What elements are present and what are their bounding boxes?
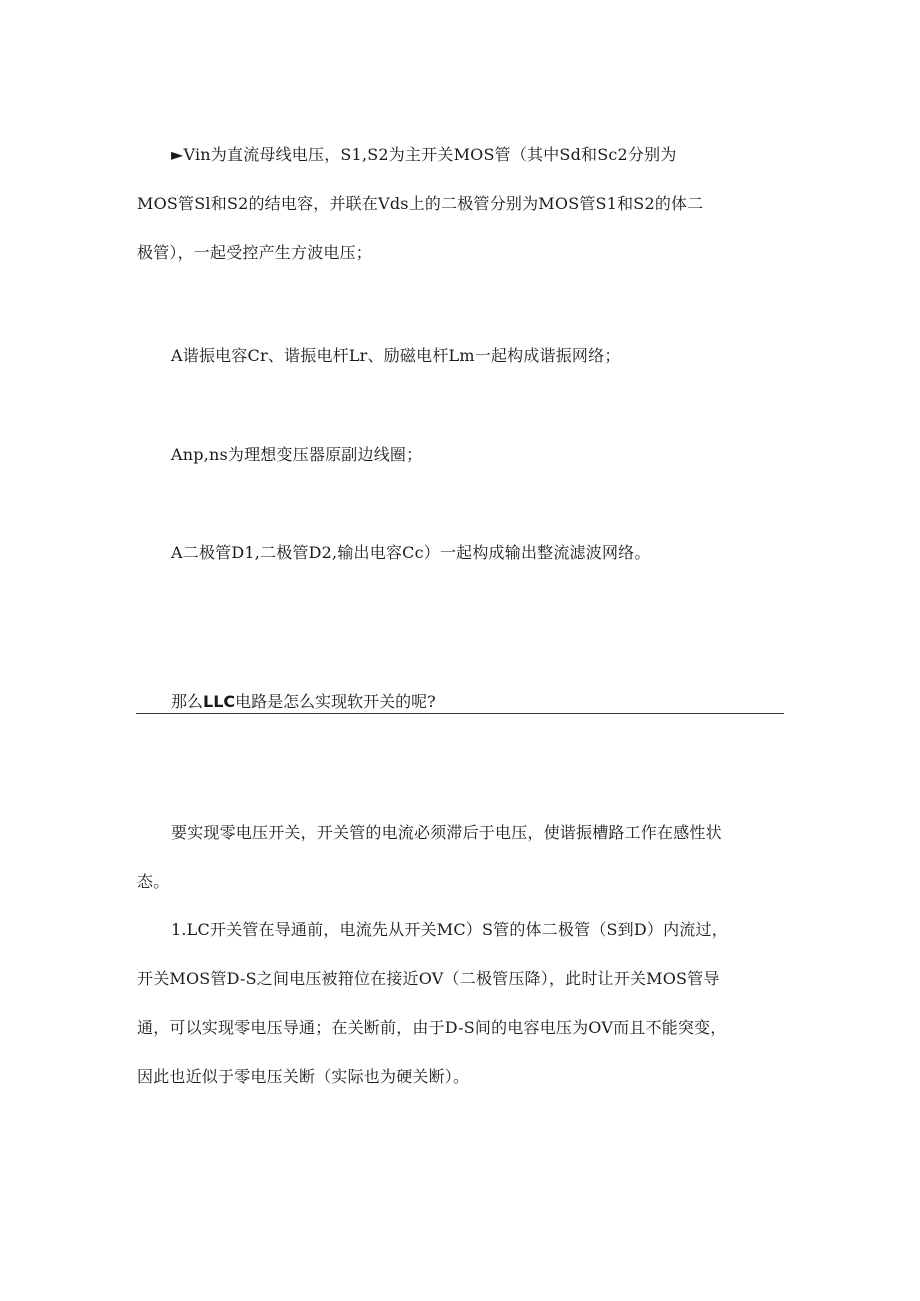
paragraph-6-line-1: 1.LC开关管在导通前，电流先从开关MC）S管的体二极管（S到D）内流过， xyxy=(171,920,728,939)
section-heading xyxy=(171,692,436,712)
paragraph-3-line-1: Anp,ns为理想变压器原副边线圈； xyxy=(171,445,423,464)
section-heading-suffix: 电路是怎么实现软开关的呢? xyxy=(235,692,436,711)
paragraph-5-line-1: 要实现零电压开关，开关管的电流必须滞后于电压，使谐振槽路工作在感性状 xyxy=(171,823,722,842)
paragraph-6-line-4: 因此也近似于零电压关断（实际也为硬关断）。 xyxy=(137,1067,470,1086)
paragraph-2-line-1: A谐振电容Cr、谐振电杆Lr、励磁电杆Lm一起构成谐振网络； xyxy=(171,346,621,365)
section-heading-bold: LLC xyxy=(203,692,236,711)
paragraph-6-line-3: 通，可以实现零电压导通；在关断前，由于D-S间的电容电压为OV而且不能突变， xyxy=(137,1018,727,1037)
paragraph-1-line-1: ►Vin为直流母线电压，S1,S2为主开关MOS管（其中Sd和Sc2分别为 xyxy=(171,145,677,164)
heading-underline xyxy=(136,713,784,714)
paragraph-1-line-3: 极管），一起受控产生方波电压； xyxy=(137,243,373,262)
paragraph-1-line-2: MOS管Sl和S2的结电容，并联在Vds上的二极管分别为MOS管S1和S2的体二 xyxy=(137,194,704,213)
section-heading-prefix: 那么 xyxy=(171,692,204,711)
paragraph-4-line-1: A二极管D1,二极管D2,输出电容Cc）一起构成输出整流滤波网络。 xyxy=(171,543,651,562)
paragraph-5-line-2: 态。 xyxy=(137,872,170,891)
paragraph-6-line-2: 开关MOS管D-S之间电压被箝位在接近OV（二极管压降），此时让开关MOS管导 xyxy=(137,969,720,988)
